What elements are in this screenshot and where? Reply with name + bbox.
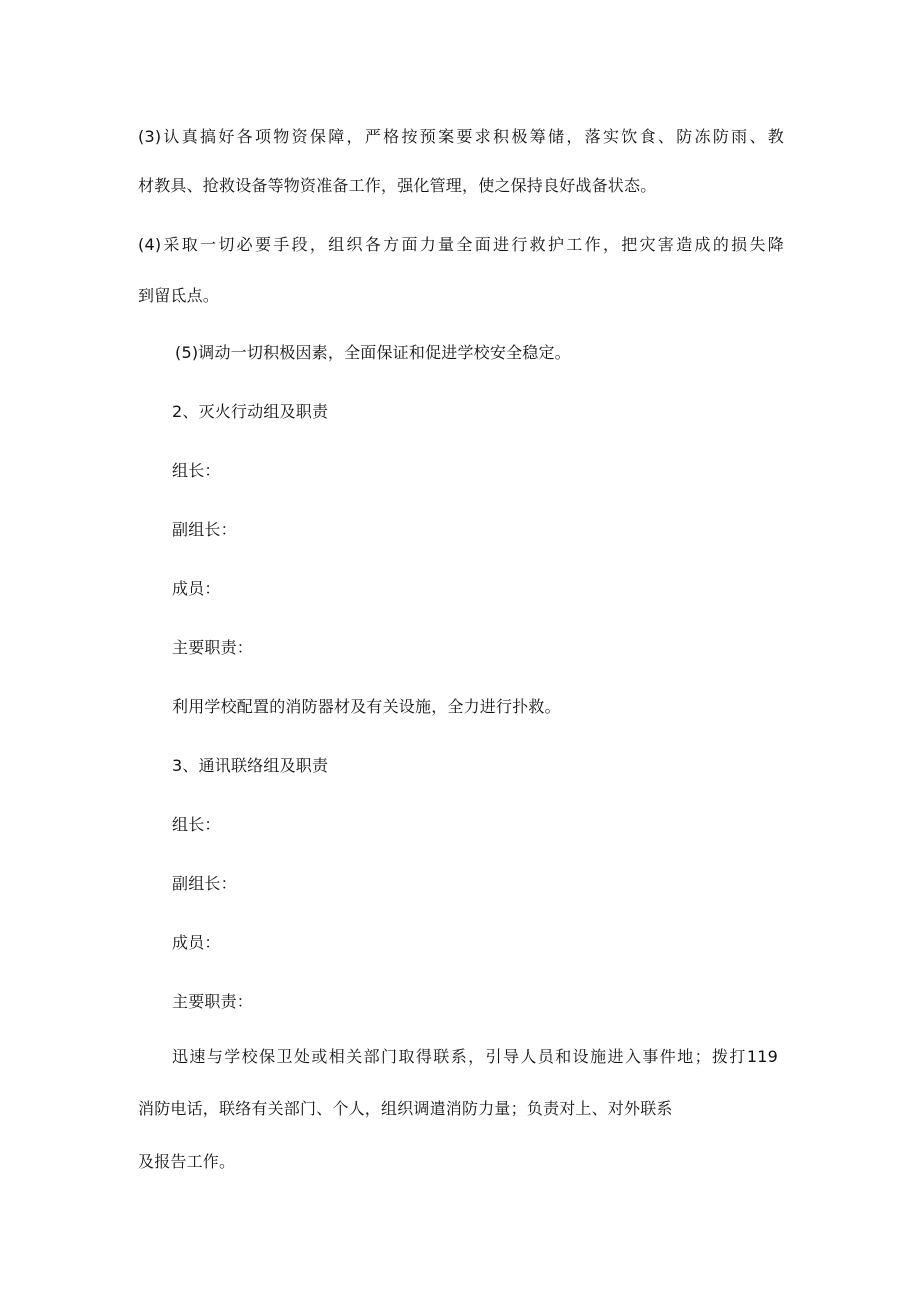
section-3-duties-line-1: 迅速与学校保卫处或相关部门取得联系，引导人员和设施进入事件地；拨打119	[172, 1047, 778, 1066]
paragraph-3-line-2: 材教具、抢救设备等物资准备工作，强化管理，使之保持良好战备状态。	[138, 176, 657, 195]
section-3-duties-label: 主要职责：	[172, 992, 254, 1011]
section-2-leader: 组长：	[172, 461, 221, 480]
paragraph-4-line-2: 到留氐点。	[138, 286, 220, 305]
section-2-members: 成员：	[172, 579, 221, 598]
section-3-deputy: 副组长：	[172, 874, 237, 893]
section-3-duties-line-3: 及报告工作。	[138, 1152, 236, 1171]
section-3-duties-line-2: 消防电话，联络有关部门、个人，组织调遣消防力量；负责对上、对外联系	[138, 1099, 673, 1118]
section-2-duties-label: 主要职责：	[172, 638, 254, 657]
paragraph-4-line-1: (4)采取一切必要手段，组织各方面力量全面进行救护工作，把灾害造成的损失降	[138, 235, 784, 254]
section-2-deputy: 副组长：	[172, 520, 237, 539]
section-3-members: 成员：	[172, 933, 221, 952]
paragraph-5: (5)调动一切积极因素，全面保证和促进学校安全稳定。	[175, 343, 571, 362]
section-2-heading: 2、灭火行动组及职责	[172, 402, 329, 421]
section-3-leader: 组长：	[172, 815, 221, 834]
section-2-duties: 利用学校配置的消防器材及有关设施，全力进行扑救。	[172, 697, 561, 716]
paragraph-3-line-1: (3)认真搞好各项物资保障，严格按预案要求积极筹储，落实饮食、防冻防雨、教	[138, 127, 784, 146]
section-3-heading: 3、通讯联络组及职责	[172, 756, 329, 775]
